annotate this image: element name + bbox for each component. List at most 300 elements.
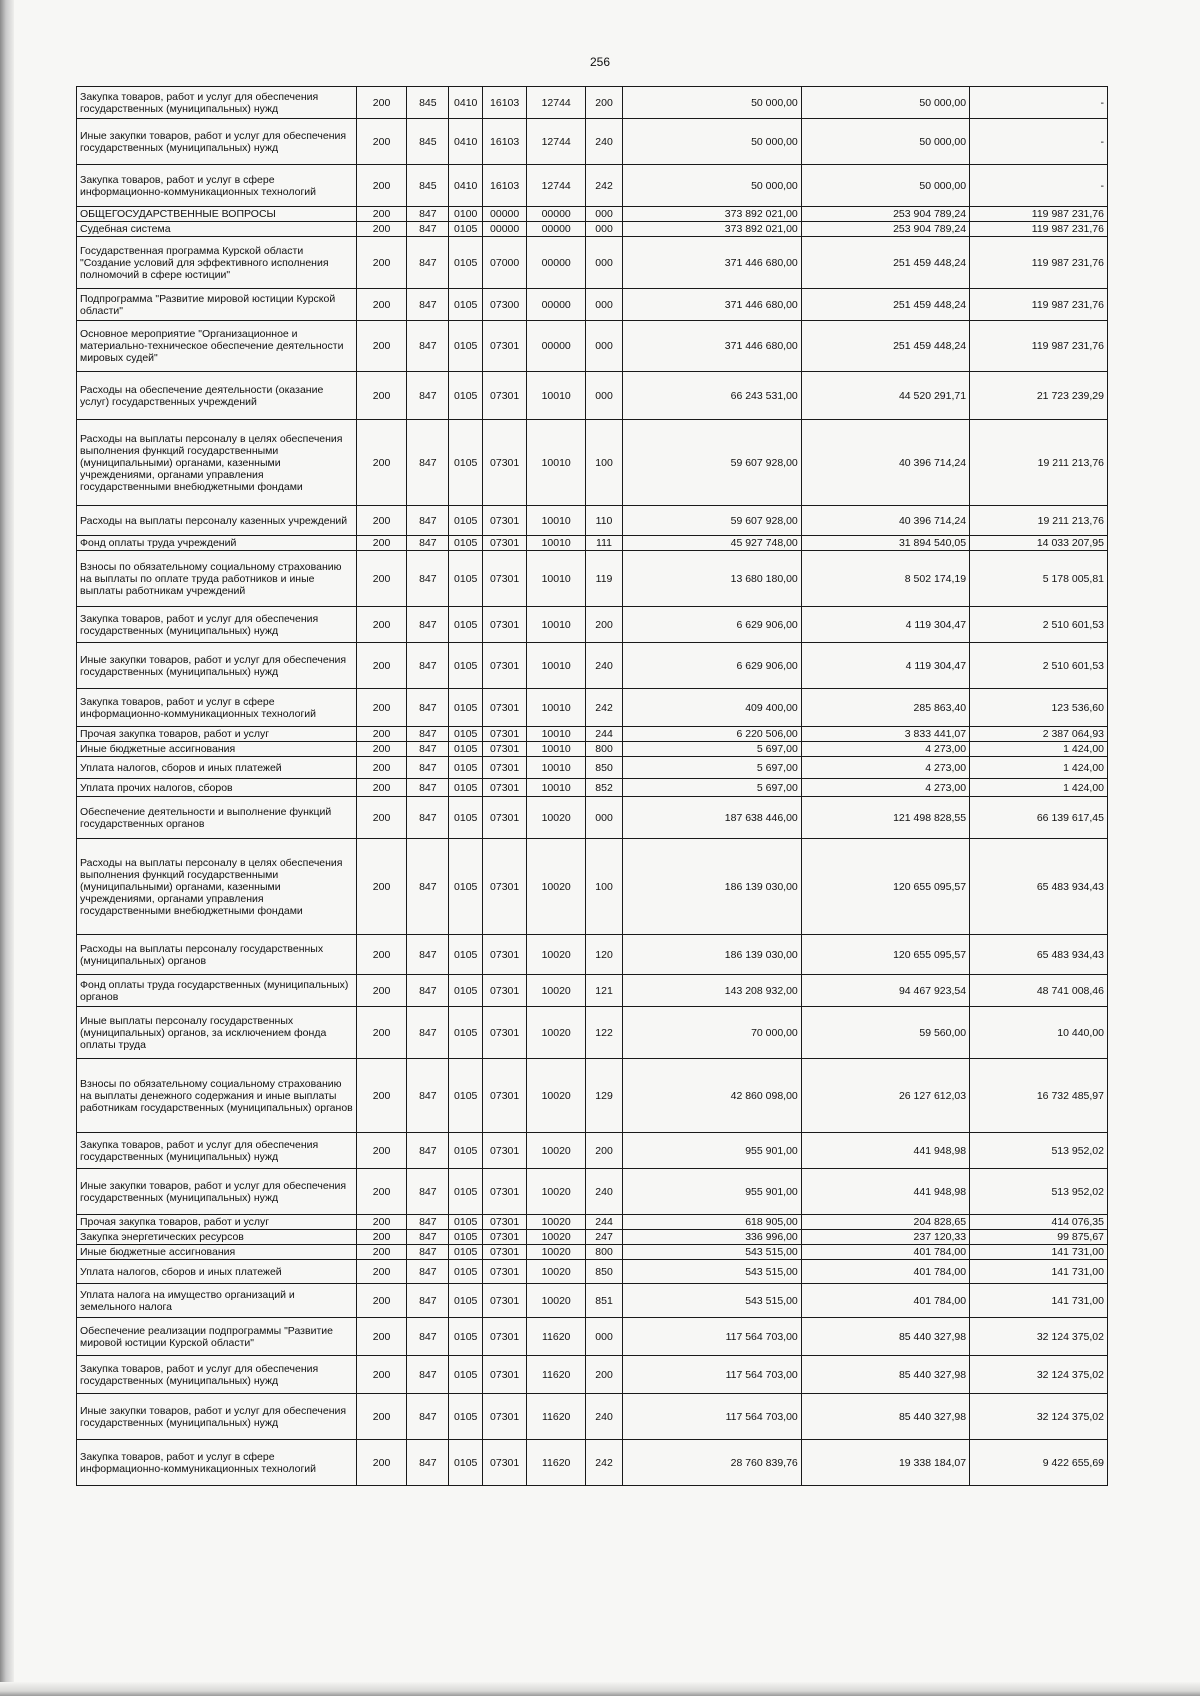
approved-amount: 42 860 098,00 <box>622 1059 801 1133</box>
ministry-code: 847 <box>407 643 449 689</box>
section-code: 0100 <box>449 207 483 222</box>
approved-amount: 143 208 932,00 <box>622 975 801 1007</box>
table-row <box>77 757 1108 779</box>
expense-type-code: 000 <box>586 237 623 289</box>
expense-type-code: 119 <box>586 551 623 607</box>
ministry-code: 847 <box>407 1318 449 1356</box>
expense-name: Закупка товаров, работ и услуг для обеспечения государственных (муниципальных) нужд <box>77 607 357 643</box>
remaining-amount: 9 422 655,69 <box>970 1440 1108 1486</box>
approved-amount: 50 000,00 <box>622 119 801 165</box>
expense-type-code: 121 <box>586 975 623 1007</box>
program-code: 07301 <box>483 1318 527 1356</box>
expense-type-code: 850 <box>586 1260 623 1284</box>
approved-amount: 336 996,00 <box>622 1230 801 1245</box>
program-code: 07301 <box>483 727 527 742</box>
executed-amount: 4 273,00 <box>801 742 969 757</box>
program-code: 07301 <box>483 1169 527 1215</box>
expense-type-code: 000 <box>586 321 623 372</box>
program-code: 07301 <box>483 797 527 839</box>
admin-code: 200 <box>356 1394 406 1440</box>
admin-code: 200 <box>356 839 406 935</box>
executed-amount: 8 502 174,19 <box>801 551 969 607</box>
expense-type-code: 111 <box>586 536 623 551</box>
admin-code: 200 <box>356 742 406 757</box>
ministry-code: 847 <box>407 975 449 1007</box>
approved-amount: 371 446 680,00 <box>622 321 801 372</box>
direction-code: 00000 <box>527 207 586 222</box>
remaining-amount: 119 987 231,76 <box>970 321 1108 372</box>
remaining-amount: 1 424,00 <box>970 779 1108 797</box>
expense-name: Иные закупки товаров, работ и услуг для обеспечения государственных (муниципальных) нужд <box>77 119 357 165</box>
section-code: 0105 <box>449 506 483 536</box>
approved-amount: 66 243 531,00 <box>622 372 801 420</box>
ministry-code: 847 <box>407 207 449 222</box>
table-row <box>77 420 1108 506</box>
table-row <box>77 165 1108 207</box>
admin-code: 200 <box>356 1245 406 1260</box>
remaining-amount: 65 483 934,43 <box>970 935 1108 975</box>
expense-name: Уплата налогов, сборов и иных платежей <box>77 1260 357 1284</box>
section-code: 0105 <box>449 1260 483 1284</box>
remaining-amount: 2 387 064,93 <box>970 727 1108 742</box>
section-code: 0105 <box>449 1215 483 1230</box>
executed-amount: 251 459 448,24 <box>801 321 969 372</box>
expense-type-code: 800 <box>586 1245 623 1260</box>
executed-amount: 237 120,33 <box>801 1230 969 1245</box>
ministry-code: 847 <box>407 839 449 935</box>
expense-type-code: 240 <box>586 119 623 165</box>
table-row <box>77 643 1108 689</box>
approved-amount: 117 564 703,00 <box>622 1356 801 1394</box>
table-row <box>77 536 1108 551</box>
section-code: 0105 <box>449 1230 483 1245</box>
expense-type-code: 000 <box>586 372 623 420</box>
expense-name: Иные выплаты персоналу государственных (муниципальных) органов, за исключением фонда оплаты труда <box>77 1007 357 1059</box>
ministry-code: 847 <box>407 1440 449 1486</box>
direction-code: 10020 <box>527 975 586 1007</box>
admin-code: 200 <box>356 536 406 551</box>
expense-type-code: 242 <box>586 1440 623 1486</box>
admin-code: 200 <box>356 1133 406 1169</box>
admin-code: 200 <box>356 119 406 165</box>
section-code: 0105 <box>449 727 483 742</box>
executed-amount: 94 467 923,54 <box>801 975 969 1007</box>
expense-name: Иные бюджетные ассигнования <box>77 742 357 757</box>
remaining-amount: 99 875,67 <box>970 1230 1108 1245</box>
expense-name: Уплата налога на имущество организаций и земельного налога <box>77 1284 357 1318</box>
table-row <box>77 1215 1108 1230</box>
executed-amount: 120 655 095,57 <box>801 839 969 935</box>
expense-type-code: 242 <box>586 689 623 727</box>
admin-code: 200 <box>356 975 406 1007</box>
table-row <box>77 321 1108 372</box>
direction-code: 11620 <box>527 1394 586 1440</box>
program-code: 07301 <box>483 839 527 935</box>
direction-code: 10020 <box>527 1230 586 1245</box>
expense-name: Закупка товаров, работ и услуг в сфере информационно-коммуникационных технологий <box>77 1440 357 1486</box>
approved-amount: 59 607 928,00 <box>622 420 801 506</box>
ministry-code: 847 <box>407 237 449 289</box>
approved-amount: 45 927 748,00 <box>622 536 801 551</box>
expense-name: Обеспечение деятельности и выполнение функций государственных органов <box>77 797 357 839</box>
executed-amount: 401 784,00 <box>801 1245 969 1260</box>
admin-code: 200 <box>356 1215 406 1230</box>
table-row <box>77 87 1108 119</box>
table-row <box>77 1230 1108 1245</box>
table-row <box>77 289 1108 321</box>
expense-name: Закупка товаров, работ и услуг для обеспечения государственных (муниципальных) нужд <box>77 87 357 119</box>
table-row <box>77 1007 1108 1059</box>
direction-code: 10020 <box>527 839 586 935</box>
section-code: 0105 <box>449 643 483 689</box>
ministry-code: 847 <box>407 727 449 742</box>
section-code: 0105 <box>449 1245 483 1260</box>
executed-amount: 40 396 714,24 <box>801 506 969 536</box>
remaining-amount: - <box>970 119 1108 165</box>
executed-amount: 441 948,98 <box>801 1169 969 1215</box>
table-row <box>77 207 1108 222</box>
program-code: 07301 <box>483 689 527 727</box>
ministry-code: 847 <box>407 935 449 975</box>
ministry-code: 847 <box>407 607 449 643</box>
executed-amount: 50 000,00 <box>801 119 969 165</box>
ministry-code: 847 <box>407 536 449 551</box>
expense-type-code: 100 <box>586 839 623 935</box>
program-code: 07301 <box>483 935 527 975</box>
section-code: 0105 <box>449 1318 483 1356</box>
section-code: 0105 <box>449 321 483 372</box>
admin-code: 200 <box>356 237 406 289</box>
table-row <box>77 1440 1108 1486</box>
ministry-code: 847 <box>407 779 449 797</box>
expense-type-code: 240 <box>586 1169 623 1215</box>
program-code: 07301 <box>483 1059 527 1133</box>
admin-code: 200 <box>356 1440 406 1486</box>
direction-code: 10020 <box>527 935 586 975</box>
expense-name: Обеспечение реализации подпрограммы "Развитие мировой юстиции Курской области" <box>77 1318 357 1356</box>
expense-type-code: 200 <box>586 607 623 643</box>
table-row <box>77 727 1108 742</box>
admin-code: 200 <box>356 935 406 975</box>
remaining-amount: 414 076,35 <box>970 1215 1108 1230</box>
executed-amount: 441 948,98 <box>801 1133 969 1169</box>
section-code: 0105 <box>449 975 483 1007</box>
table-row <box>77 607 1108 643</box>
remaining-amount: 19 211 213,76 <box>970 506 1108 536</box>
section-code: 0105 <box>449 289 483 321</box>
expense-type-code: 200 <box>586 1356 623 1394</box>
approved-amount: 5 697,00 <box>622 742 801 757</box>
expense-name: Закупка товаров, работ и услуг в сфере информационно-коммуникационных технологий <box>77 689 357 727</box>
program-code: 07301 <box>483 757 527 779</box>
section-code: 0105 <box>449 222 483 237</box>
ministry-code: 847 <box>407 1007 449 1059</box>
direction-code: 10010 <box>527 506 586 536</box>
direction-code: 10010 <box>527 372 586 420</box>
remaining-amount: 65 483 934,43 <box>970 839 1108 935</box>
ministry-code: 847 <box>407 689 449 727</box>
ministry-code: 847 <box>407 1169 449 1215</box>
executed-amount: 31 894 540,05 <box>801 536 969 551</box>
direction-code: 10010 <box>527 742 586 757</box>
approved-amount: 59 607 928,00 <box>622 506 801 536</box>
ministry-code: 845 <box>407 165 449 207</box>
approved-amount: 543 515,00 <box>622 1260 801 1284</box>
executed-amount: 44 520 291,71 <box>801 372 969 420</box>
executed-amount: 50 000,00 <box>801 87 969 119</box>
approved-amount: 70 000,00 <box>622 1007 801 1059</box>
expense-type-code: 244 <box>586 1215 623 1230</box>
program-code: 16103 <box>483 119 527 165</box>
expense-name: Фонд оплаты труда учреждений <box>77 536 357 551</box>
ministry-code: 845 <box>407 119 449 165</box>
remaining-amount: 119 987 231,76 <box>970 222 1108 237</box>
ministry-code: 847 <box>407 1260 449 1284</box>
expense-type-code: 129 <box>586 1059 623 1133</box>
program-code: 07301 <box>483 1007 527 1059</box>
expense-type-code: 000 <box>586 207 623 222</box>
section-code: 0105 <box>449 1440 483 1486</box>
table-row <box>77 1059 1108 1133</box>
approved-amount: 187 638 446,00 <box>622 797 801 839</box>
admin-code: 200 <box>356 321 406 372</box>
expense-type-code: 240 <box>586 1394 623 1440</box>
approved-amount: 28 760 839,76 <box>622 1440 801 1486</box>
direction-code: 10010 <box>527 536 586 551</box>
expense-type-code: 000 <box>586 289 623 321</box>
direction-code: 00000 <box>527 289 586 321</box>
executed-amount: 4 119 304,47 <box>801 643 969 689</box>
executed-amount: 85 440 327,98 <box>801 1356 969 1394</box>
expense-name: Иные закупки товаров, работ и услуг для обеспечения государственных (муниципальных) нужд <box>77 643 357 689</box>
direction-code: 10020 <box>527 1169 586 1215</box>
executed-amount: 19 338 184,07 <box>801 1440 969 1486</box>
section-code: 0105 <box>449 237 483 289</box>
direction-code: 11620 <box>527 1440 586 1486</box>
expense-name: Расходы на обеспечение деятельности (оказание услуг) государственных учреждений <box>77 372 357 420</box>
admin-code: 200 <box>356 1230 406 1245</box>
ministry-code: 847 <box>407 551 449 607</box>
remaining-amount: 16 732 485,97 <box>970 1059 1108 1133</box>
program-code: 07301 <box>483 975 527 1007</box>
expense-type-code: 200 <box>586 1133 623 1169</box>
executed-amount: 40 396 714,24 <box>801 420 969 506</box>
section-code: 0105 <box>449 779 483 797</box>
table-row <box>77 742 1108 757</box>
program-code: 00000 <box>483 222 527 237</box>
section-code: 0105 <box>449 420 483 506</box>
admin-code: 200 <box>356 1169 406 1215</box>
ministry-code: 847 <box>407 757 449 779</box>
remaining-amount: 2 510 601,53 <box>970 607 1108 643</box>
program-code: 07301 <box>483 643 527 689</box>
executed-amount: 253 904 789,24 <box>801 207 969 222</box>
direction-code: 12744 <box>527 165 586 207</box>
remaining-amount: 513 952,02 <box>970 1133 1108 1169</box>
section-code: 0105 <box>449 1007 483 1059</box>
expense-name: Иные бюджетные ассигнования <box>77 1245 357 1260</box>
program-code: 07301 <box>483 1440 527 1486</box>
approved-amount: 371 446 680,00 <box>622 289 801 321</box>
remaining-amount: - <box>970 87 1108 119</box>
section-code: 0410 <box>449 165 483 207</box>
executed-amount: 4 119 304,47 <box>801 607 969 643</box>
expense-type-code: 200 <box>586 87 623 119</box>
approved-amount: 543 515,00 <box>622 1284 801 1318</box>
ministry-code: 847 <box>407 1245 449 1260</box>
expense-name: Подпрограмма "Развитие мировой юстиции Курской области" <box>77 289 357 321</box>
program-code: 07301 <box>483 742 527 757</box>
executed-amount: 59 560,00 <box>801 1007 969 1059</box>
expense-type-code: 122 <box>586 1007 623 1059</box>
direction-code: 10020 <box>527 1133 586 1169</box>
ministry-code: 847 <box>407 742 449 757</box>
remaining-amount: 48 741 008,46 <box>970 975 1108 1007</box>
approved-amount: 373 892 021,00 <box>622 222 801 237</box>
direction-code: 00000 <box>527 237 586 289</box>
program-code: 16103 <box>483 87 527 119</box>
admin-code: 200 <box>356 1007 406 1059</box>
section-code: 0105 <box>449 1133 483 1169</box>
approved-amount: 5 697,00 <box>622 779 801 797</box>
section-code: 0105 <box>449 797 483 839</box>
remaining-amount: 141 731,00 <box>970 1284 1108 1318</box>
section-code: 0105 <box>449 372 483 420</box>
approved-amount: 543 515,00 <box>622 1245 801 1260</box>
approved-amount: 6 629 906,00 <box>622 607 801 643</box>
admin-code: 200 <box>356 779 406 797</box>
direction-code: 10010 <box>527 420 586 506</box>
expense-name: Закупка товаров, работ и услуг для обеспечения государственных (муниципальных) нужд <box>77 1133 357 1169</box>
direction-code: 10010 <box>527 551 586 607</box>
approved-amount: 13 680 180,00 <box>622 551 801 607</box>
table-row <box>77 1245 1108 1260</box>
program-code: 07301 <box>483 1133 527 1169</box>
admin-code: 200 <box>356 222 406 237</box>
expense-type-code: 240 <box>586 643 623 689</box>
direction-code: 10020 <box>527 1284 586 1318</box>
section-code: 0105 <box>449 1169 483 1215</box>
expense-name: Расходы на выплаты персоналу в целях обеспечения выполнения функций государственными (муниципальными) органами, казенными учреждениями, органами управления государственными внебюджетными фондами <box>77 420 357 506</box>
executed-amount: 251 459 448,24 <box>801 237 969 289</box>
expense-name: Расходы на выплаты персоналу государственных (муниципальных) органов <box>77 935 357 975</box>
expense-type-code: 242 <box>586 165 623 207</box>
program-code: 07301 <box>483 1356 527 1394</box>
admin-code: 200 <box>356 87 406 119</box>
section-code: 0105 <box>449 689 483 727</box>
approved-amount: 6 220 506,00 <box>622 727 801 742</box>
approved-amount: 6 629 906,00 <box>622 643 801 689</box>
remaining-amount: 66 139 617,45 <box>970 797 1108 839</box>
remaining-amount: 119 987 231,76 <box>970 237 1108 289</box>
expense-name: Фонд оплаты труда государственных (муниципальных) органов <box>77 975 357 1007</box>
expense-type-code: 852 <box>586 779 623 797</box>
section-code: 0105 <box>449 551 483 607</box>
ministry-code: 847 <box>407 797 449 839</box>
executed-amount: 401 784,00 <box>801 1260 969 1284</box>
admin-code: 200 <box>356 1284 406 1318</box>
program-code: 07000 <box>483 237 527 289</box>
approved-amount: 117 564 703,00 <box>622 1318 801 1356</box>
table-row <box>77 1169 1108 1215</box>
remaining-amount: 141 731,00 <box>970 1245 1108 1260</box>
expense-type-code: 110 <box>586 506 623 536</box>
table-row <box>77 1284 1108 1318</box>
approved-amount: 50 000,00 <box>622 165 801 207</box>
executed-amount: 50 000,00 <box>801 165 969 207</box>
admin-code: 200 <box>356 1059 406 1133</box>
table-row <box>77 1133 1108 1169</box>
admin-code: 200 <box>356 551 406 607</box>
remaining-amount: 119 987 231,76 <box>970 207 1108 222</box>
program-code: 16103 <box>483 165 527 207</box>
direction-code: 10010 <box>527 779 586 797</box>
table-row <box>77 372 1108 420</box>
program-code: 07301 <box>483 321 527 372</box>
approved-amount: 409 400,00 <box>622 689 801 727</box>
program-code: 07301 <box>483 607 527 643</box>
program-code: 07301 <box>483 1394 527 1440</box>
table-row <box>77 237 1108 289</box>
table-row <box>77 689 1108 727</box>
admin-code: 200 <box>356 689 406 727</box>
approved-amount: 5 697,00 <box>622 757 801 779</box>
executed-amount: 4 273,00 <box>801 779 969 797</box>
admin-code: 200 <box>356 207 406 222</box>
expense-type-code: 800 <box>586 742 623 757</box>
executed-amount: 85 440 327,98 <box>801 1318 969 1356</box>
remaining-amount: 19 211 213,76 <box>970 420 1108 506</box>
executed-amount: 3 833 441,07 <box>801 727 969 742</box>
expense-type-code: 000 <box>586 222 623 237</box>
direction-code: 10010 <box>527 607 586 643</box>
expense-type-code: 851 <box>586 1284 623 1318</box>
table-row <box>77 222 1108 237</box>
expense-type-code: 850 <box>586 757 623 779</box>
remaining-amount: 123 536,60 <box>970 689 1108 727</box>
table-row <box>77 119 1108 165</box>
admin-code: 200 <box>356 1318 406 1356</box>
direction-code: 10020 <box>527 797 586 839</box>
ministry-code: 847 <box>407 1284 449 1318</box>
admin-code: 200 <box>356 420 406 506</box>
ministry-code: 847 <box>407 1215 449 1230</box>
ministry-code: 845 <box>407 87 449 119</box>
expense-type-code: 244 <box>586 727 623 742</box>
page-number: 256 <box>589 55 611 69</box>
executed-amount: 85 440 327,98 <box>801 1394 969 1440</box>
remaining-amount: 14 033 207,95 <box>970 536 1108 551</box>
section-code: 0105 <box>449 839 483 935</box>
approved-amount: 371 446 680,00 <box>622 237 801 289</box>
admin-code: 200 <box>356 727 406 742</box>
admin-code: 200 <box>356 643 406 689</box>
section-code: 0105 <box>449 1394 483 1440</box>
executed-amount: 204 828,65 <box>801 1215 969 1230</box>
expense-name: Судебная система <box>77 222 357 237</box>
expense-name: Уплата налогов, сборов и иных платежей <box>77 757 357 779</box>
expense-name: Прочая закупка товаров, работ и услуг <box>77 727 357 742</box>
program-code: 07301 <box>483 1260 527 1284</box>
remaining-amount: 1 424,00 <box>970 757 1108 779</box>
expense-name: Расходы на выплаты персоналу в целях обеспечения выполнения функций государственными (муниципальными) органами, казенными учреждениями, органами управления государственными внебюджетными фондами <box>77 839 357 935</box>
expense-name: Закупка товаров, работ и услуг в сфере информационно-коммуникационных технологий <box>77 165 357 207</box>
expense-name: Закупка энергетических ресурсов <box>77 1230 357 1245</box>
scan-edge-left <box>0 0 14 1696</box>
remaining-amount: - <box>970 165 1108 207</box>
approved-amount: 618 905,00 <box>622 1215 801 1230</box>
section-code: 0105 <box>449 607 483 643</box>
